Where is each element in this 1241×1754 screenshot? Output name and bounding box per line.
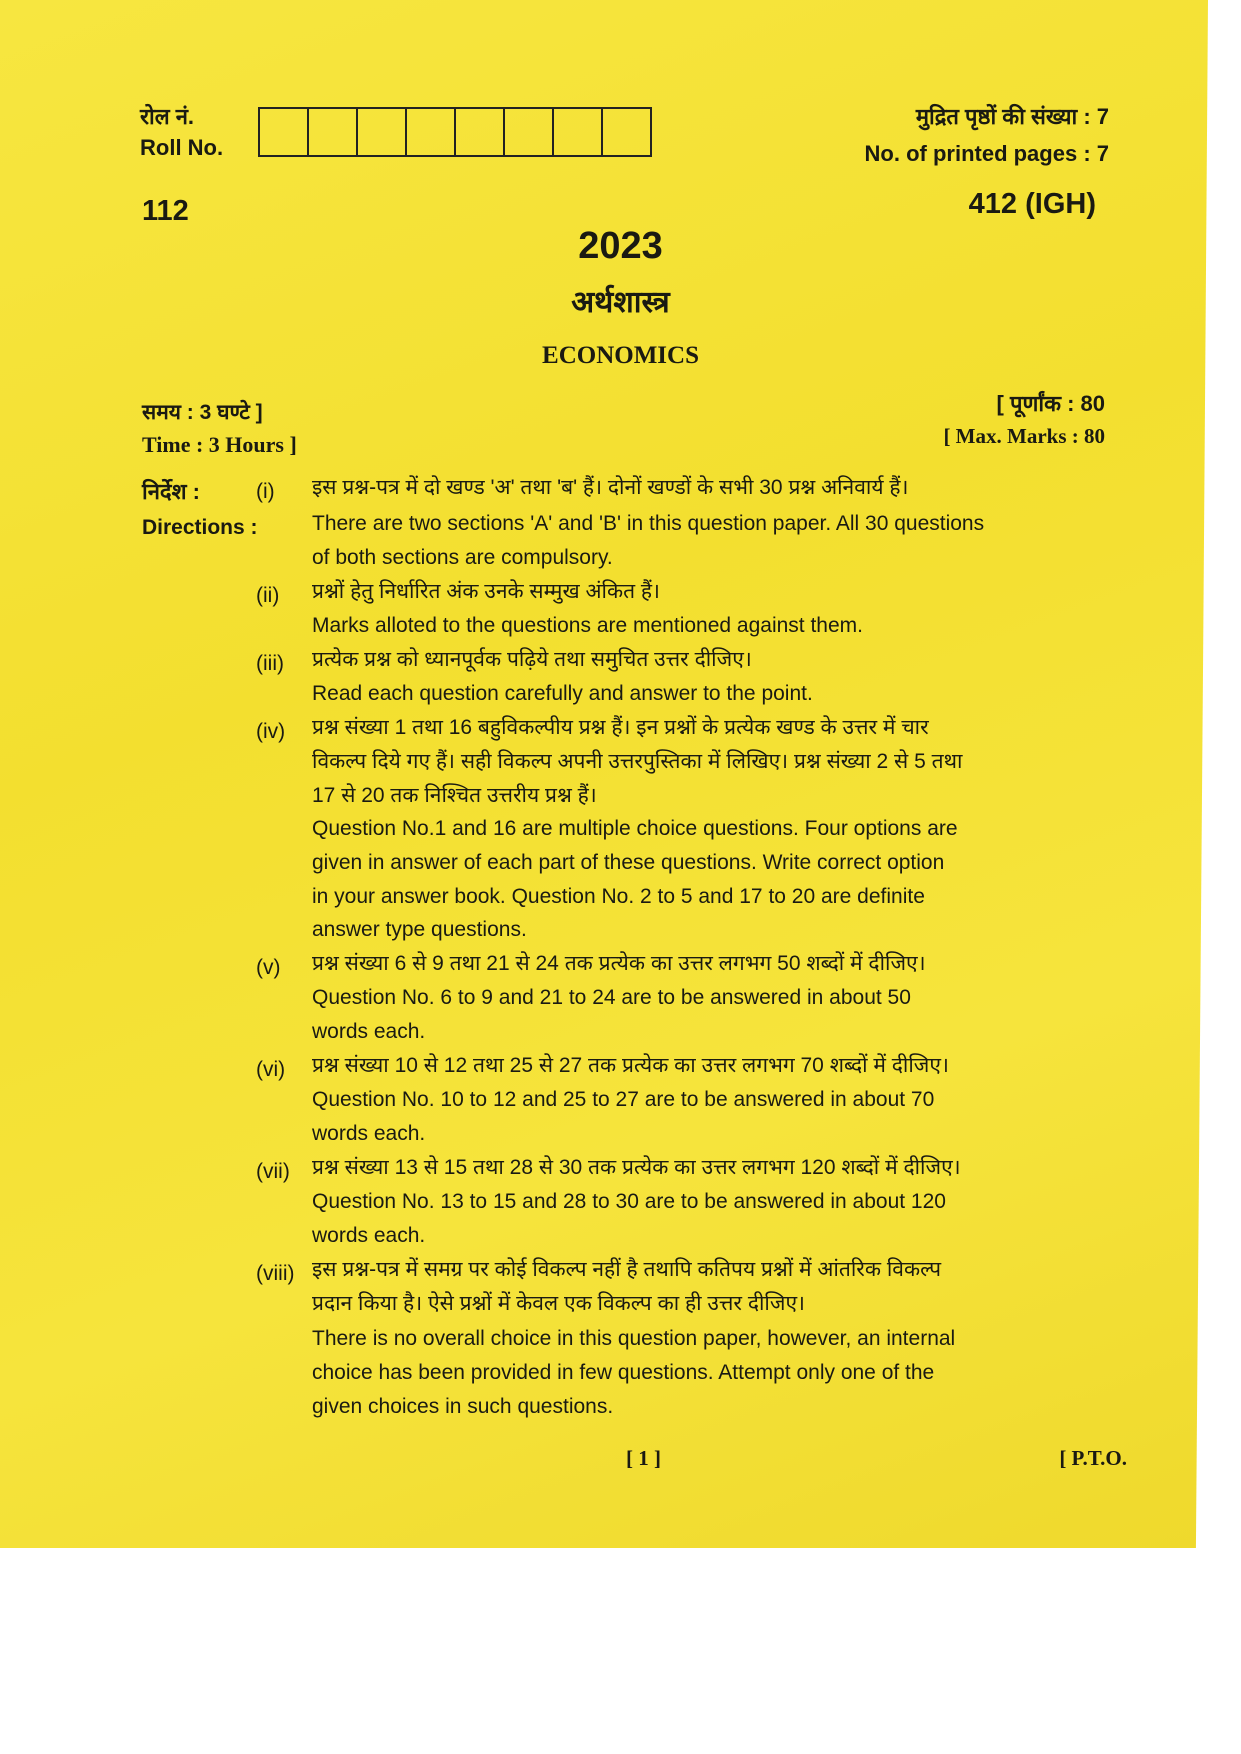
direction-hindi-line: 17 से 20 तक निश्चित उत्तरीय प्रश्न हैं।: [312, 784, 597, 807]
direction-number: (vii): [256, 1160, 290, 1183]
roll-label-english: Roll No.: [140, 135, 224, 160]
direction-english-line: given in answer of each part of these questions. Write correct option: [312, 851, 945, 874]
direction-number: (v): [256, 956, 281, 979]
direction-english-line: answer type questions.: [312, 918, 527, 941]
direction-hindi-line: इस प्रश्न-पत्र में दो खण्ड 'अ' तथा 'ब' हैं। दोनों खण्डों के सभी 30 प्रश्न अनिवार्य हैं।: [312, 476, 909, 499]
pto-note: [ P.T.O.: [1059, 1446, 1127, 1470]
roll-box: [309, 109, 358, 155]
direction-english-line: Question No. 6 to 9 and 21 to 24 are to be answered in about 50: [312, 986, 911, 1009]
direction-number: (ii): [256, 584, 280, 607]
direction-hindi-line: प्रश्नों हेतु निर्धारित अंक उनके सम्मुख अंकित हैं।: [312, 580, 661, 603]
direction-english-line: Question No. 10 to 12 and 25 to 27 are to be answered in about 70: [312, 1088, 935, 1111]
direction-english-line: Read each question carefully and answer to the point.: [312, 682, 813, 705]
exam-year: 2023: [578, 225, 663, 267]
roll-box: [456, 109, 505, 155]
direction-number: (iii): [256, 652, 284, 675]
direction-english-line: choice has been provided in few questions. Attempt only one of the: [312, 1361, 935, 1384]
direction-english-line: in your answer book. Question No. 2 to 5 and 17 to 20 are definite: [312, 885, 925, 908]
direction-hindi-line: प्रश्न संख्या 1 तथा 16 बहुविकल्पीय प्रश्न हैं। इन प्रश्नों के प्रत्येक खण्ड के उत्तर में चार: [312, 716, 929, 739]
directions-label-hindi: निर्देश :: [142, 479, 200, 504]
direction-hindi-line: प्रदान किया है। ऐसे प्रश्नों में केवल एक विकल्प का ही उत्तर दीजिए।: [312, 1292, 806, 1315]
direction-number: (viii): [256, 1262, 295, 1285]
printed-pages-hindi: मुद्रित पृष्ठों की संख्या : 7: [915, 104, 1109, 129]
roll-label-hindi: रोल नं.: [140, 104, 195, 129]
roll-box: [260, 109, 309, 155]
code-left: 112: [142, 195, 189, 227]
printed-pages-english: No. of printed pages : 7: [864, 141, 1109, 166]
direction-english-line: Question No. 13 to 15 and 28 to 30 are to be answered in about 120: [312, 1190, 946, 1213]
direction-number: (iv): [256, 720, 286, 743]
direction-english-line: There is no overall choice in this question paper, however, an internal: [312, 1327, 956, 1350]
direction-english-line: of both sections are compulsory.: [312, 546, 613, 569]
direction-english-line: words each.: [312, 1020, 426, 1043]
direction-hindi-line: विकल्प दिये गए हैं। सही विकल्प अपनी उत्तरपुस्तिका में लिखिए। प्रश्न संख्या 2 से 5 तथा: [312, 750, 963, 773]
code-right: 412 (IGH): [968, 188, 1096, 220]
roll-box: [554, 109, 603, 155]
time-english: Time : 3 Hours ]: [142, 432, 297, 457]
direction-hindi-line: प्रश्न संख्या 13 से 15 तथा 28 से 30 तक प्रत्येक का उत्तर लगभग 120 शब्दों में दीजिए।: [312, 1156, 961, 1179]
roll-box: [505, 109, 554, 155]
max-marks-english: [ Max. Marks : 80: [943, 424, 1105, 448]
subject-hindi: अर्थशास्त्र: [571, 286, 670, 319]
roll-box: [358, 109, 407, 155]
direction-hindi-line: इस प्रश्न-पत्र में समग्र पर कोई विकल्प नहीं है तथापि कतिपय प्रश्नों में आंतरिक विकल्प: [312, 1258, 942, 1281]
roll-number-boxes: [258, 107, 652, 157]
page-number: [ 1 ]: [626, 1446, 661, 1470]
direction-number: (vi): [256, 1058, 286, 1081]
direction-number: (i): [256, 480, 275, 503]
time-hindi: समय : 3 घण्टे ]: [142, 401, 263, 424]
roll-box: [407, 109, 456, 155]
direction-english-line: There are two sections 'A' and 'B' in this question paper. All 30 questions: [312, 512, 985, 535]
max-marks-hindi: [ पूर्णांक : 80: [996, 391, 1105, 416]
direction-hindi-line: प्रत्येक प्रश्न को ध्यानपूर्वक पढ़िये तथा समुचित उत्तर दीजिए।: [312, 648, 752, 671]
direction-english-line: Marks alloted to the questions are mentioned against them.: [312, 614, 863, 637]
direction-english-line: words each.: [312, 1224, 426, 1247]
roll-box: [603, 109, 650, 155]
subject-english: ECONOMICS: [542, 342, 699, 369]
direction-english-line: given choices in such questions.: [312, 1395, 614, 1418]
directions-label-english: Directions :: [142, 516, 258, 539]
direction-english-line: Question No.1 and 16 are multiple choice questions. Four options are: [312, 817, 958, 840]
direction-hindi-line: प्रश्न संख्या 6 से 9 तथा 21 से 24 तक प्रत्येक का उत्तर लगभग 50 शब्दों में दीजिए।: [312, 952, 926, 975]
direction-hindi-line: प्रश्न संख्या 10 से 12 तथा 25 से 27 तक प्रत्येक का उत्तर लगभग 70 शब्दों में दीजिए।: [312, 1054, 949, 1077]
direction-english-line: words each.: [312, 1122, 426, 1145]
